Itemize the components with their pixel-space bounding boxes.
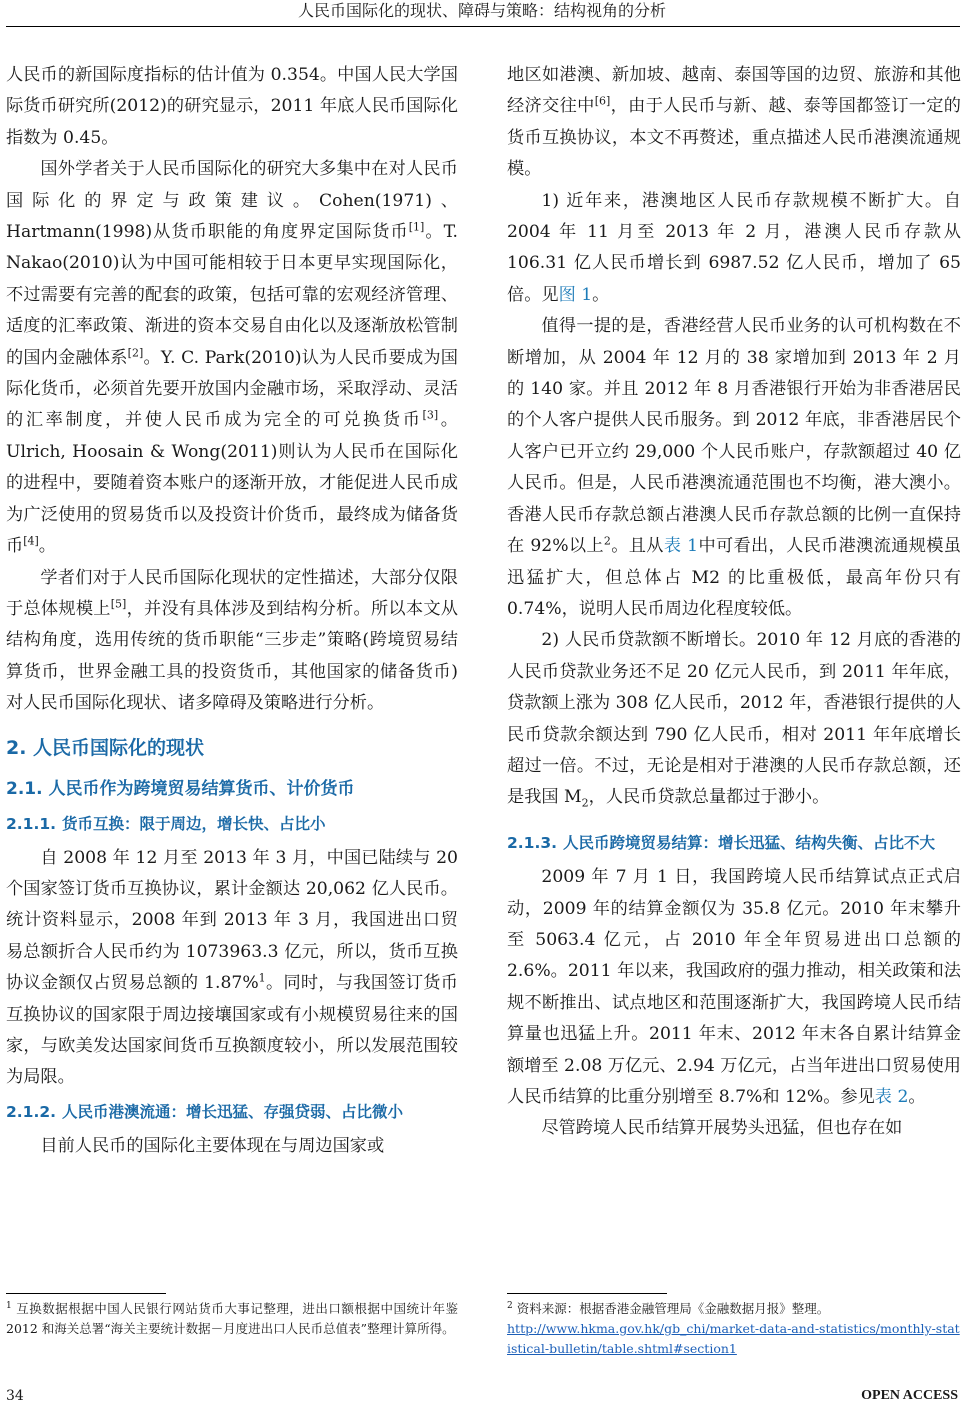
paragraph (6, 60, 458, 154)
paragraph-text: ，人民币贷款总量都过于渺小。 (588, 787, 830, 808)
table-link[interactable]: 表 2 (874, 1087, 909, 1108)
paragraph-text: 地区如港澳、新加坡、越南、泰国等国的边贸、旅游和其他经济交往中 (507, 65, 961, 117)
paragraph-text: 。同时，与我国签订货币互换协议的国家限于周边接壤国家或有小规模贸易往来的国家，与欧美发达国家间货币互换额度较小，所以发展范围较为局限。 (6, 973, 458, 1088)
left-column (6, 60, 458, 1162)
open-access-label: OPEN ACCESS (861, 1388, 958, 1403)
table-link[interactable]: 表 1 (663, 536, 699, 557)
right-column (507, 60, 961, 1145)
paragraph-text: 。 (38, 536, 56, 557)
citation[interactable]: [2] (127, 345, 144, 359)
footnote-marker[interactable]: 2 (603, 534, 611, 548)
footnote-text: 互换数据根据中国人民银行网站货币大事记整理，进出口额根据中国统计年鉴 2012 和海关总署“海关主要统计数据－月度进出口人民币总值表”整理计算所得。 (6, 1301, 458, 1337)
paragraph-text: 。且从 (610, 536, 664, 557)
paragraph-text: 自 2008 年 12 月至 2013 年 3 月，中国已陆续与 20 个国家签订货币互换协议，累计金额达 20,062 亿人民币。统计资料显示，2008 年到 2013 年 3 月，我国进出口贸易总额折合人民币约为 1073963.3 亿元，所以，货币互换协议金额仅占贸易总额的 1.87% (6, 847, 458, 994)
heading-number: 2.1.3. (507, 834, 558, 853)
footnote-rule (507, 1293, 667, 1294)
heading-text: 人民币港澳流通：增长迅猛、存强贷弱、占比微小 (62, 1102, 404, 1121)
paragraph (507, 862, 961, 1113)
paragraph-text: 国外学者关于人民币国际化的研究大多集中在对人民币国际化的界定与政策建议。Cohen(1971)、Hartmann(1998)从货币职能的角度界定国际货币 (6, 159, 458, 243)
footnote-number: 2 (507, 1301, 513, 1311)
heading-text: 货币互换：限于周边，增长快、占比小 (62, 814, 326, 833)
subscript: 2 (581, 796, 589, 810)
figure-link[interactable]: 图 1 (558, 284, 593, 305)
citation[interactable]: [3] (422, 408, 439, 422)
paragraph (507, 60, 961, 186)
paragraph-text: 尽管跨境人民币结算开展势头迅猛，但也存在如 (541, 1118, 903, 1139)
paragraph (6, 1131, 458, 1162)
paragraph-text: 。Y. C. Park(2010)认为人民币要成为国际化货币，必须首先要开放国内金融市场，采取浮动、灵活的汇率制度，并使人民币成为完全的可兑换货币 (6, 347, 458, 431)
paragraph-text: 目前人民币的国际化主要体现在与周边国家或 (40, 1135, 385, 1156)
paragraph-text: 。 (592, 284, 610, 305)
footnote-marker[interactable]: 1 (258, 971, 266, 985)
footnote-text: 资料来源：根据香港金融管理局《金融数据月报》整理。 (512, 1301, 830, 1317)
paragraph-text: 2) 人民币贷款额不断增长。2010 年 12 月底的香港的人民币贷款业务还不足 20 亿元人民币，到 2011 年年底，贷款额上涨为 308 亿人民币，2012 年，香港银行提供的人民币贷款余额达到 790 亿人民币，相对 2011 年年底增长超过一倍。不过，无论是相对于港澳的人民币存款总额，还是我国 M (507, 630, 961, 808)
paragraph (6, 563, 458, 720)
running-header: 人民币国际化的现状、障碍与策略：结构视角的分析 (297, 1, 666, 20)
paragraph-text: 人民币的新国际度指标的估计值为 0.354。中国人民大学国际货币研究所(2012)的研究显示，2011 年底人民币国际化指数为 0.45。 (6, 65, 458, 148)
footnote (6, 1296, 458, 1339)
paragraph-text: 。 (908, 1087, 926, 1108)
citation[interactable]: [5] (110, 597, 127, 611)
page-number: 34 (6, 1388, 24, 1404)
footnote-number: 1 (6, 1301, 12, 1311)
paragraph-text: ，由于人民币与新、越、泰等国都签订一定的货币互换协议，本文不再赘述，重点描述人民币港澳流通规模。 (507, 96, 961, 180)
heading-number: 2.1.2. (6, 1102, 57, 1121)
paragraph-text: ，并没有具体涉及到结构分析。所以本文从结构角度，选用传统的货币职能“三步走”策略(跨境贸易结算货币，世界金融工具的投资货币，其他国家的储备货币)对人民币国际化现状、诸多障碍及策略进行分析。 (6, 598, 458, 714)
paragraph (507, 1113, 961, 1144)
paragraph-text: 中可看出，人民币港澳流通规模虽迅猛扩大，但总体占 M2 的比重极低，最高年份只有 0.74%，说明人民币周边化程度较低。 (507, 536, 961, 619)
paragraph-text: 学者们对于人民币国际化现状的定性描述，大部分仅限于总体规模上 (6, 567, 458, 619)
subsection-heading: 2.1. 人民币作为跨境贸易结算货币、计价货币 (6, 778, 355, 799)
paragraph (6, 843, 458, 1094)
footnote-rule (6, 1293, 166, 1294)
section-heading: 2. 人民币国际化的现状 (6, 736, 205, 759)
paragraph-text: 值得一提的是，香港经营人民币业务的认可机构数在不断增加，从 2004 年 12 月的 38 家增加到 2013 年 2 月的 140 家。并且 2012 年 8 月香港银行开始为非香港居民的个人客户提供人民币服务。到 2012 年底，非香港居民个人客户已开立约 29,000 个人民币账户，存款额超过 40 亿人民币。但是，人民币港澳流通范围也不均衡，港大澳小。香港人民币存款总额占港澳人民币存款总额的比例一直保持在 92%以上 (507, 316, 961, 557)
paragraph-text: 。T. Nakao(2010)认为中国可能相较于日本更早实现国际化，不过需要有完善的配套的政策，包括可靠的宏观经济管理、适度的汇率政策、渐进的资本交易自由化以及逐渐放松管制的国内金融体系 (6, 222, 458, 368)
paragraph-text: 。Ulrich, Hoosain & Wong(2011)则认为人民币在国际化的进程中，要随着资本账户的逐渐开放，才能促进人民币成为广泛使用的贸易货币以及投资计价货币，最终成为储备货币 (6, 410, 458, 557)
paragraph-text: 1) 近年来，港澳地区人民币存款规模不断扩大。自 2004 年 11 月至 2013 年 2 月，港澳人民币存款从 106.31 亿人民币增长到 6987.52 亿人民币，增加了 65 倍。见 (507, 190, 961, 305)
paragraph-text: 2009 年 7 月 1 日，我国跨境人民币结算试点正式启动，2009 年的结算金额仅为 35.8 亿元。2010 年末攀升至 5063.4 亿元，占 2010 年全年贸易进出口总额的 2.6%。2011 年以来，我国政府的强力推动，相关政策和法规不断推出、试点地区和范围逐渐扩大，我国跨境人民币结算量也迅猛上升。2011 年末、2012 年末各自累计结算金额增至 2.08 万亿元、2.94 万亿元，占当年进出口贸易使用人民币结算的比重分别增至 8.7%和 12%。参见 (507, 867, 961, 1108)
subsubsection-heading (6, 810, 458, 839)
source-url-link[interactable]: http://www.hkma.gov.hk/gb_chi/market-data-and-statistics/monthly-statistical-bulletin/table.shtml#section1 (507, 1321, 960, 1357)
heading-text: 人民币跨境贸易结算：增长迅猛、结构失衡、占比不大 (563, 834, 936, 853)
citation[interactable]: [6] (594, 94, 611, 108)
paragraph (507, 311, 961, 625)
paragraph (507, 625, 961, 819)
subsubsection-heading (507, 829, 961, 858)
citation[interactable]: [1] (408, 220, 425, 234)
heading-number: 2.1.1. (6, 814, 57, 833)
paragraph (6, 154, 458, 562)
subsubsection-heading (6, 1098, 458, 1127)
header-rule (6, 26, 960, 27)
paragraph (507, 186, 961, 312)
footnote (507, 1296, 961, 1359)
citation[interactable]: [4] (23, 534, 39, 548)
